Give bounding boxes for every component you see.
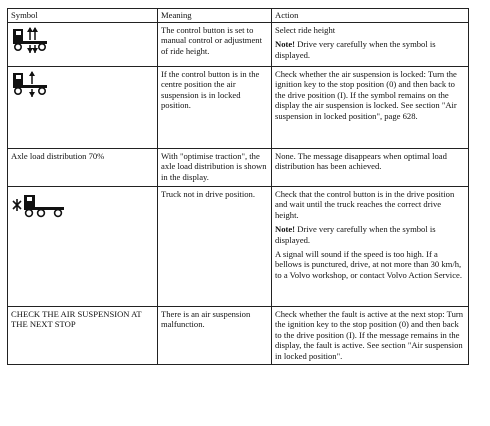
action-cell	[272, 67, 469, 149]
action-cell	[272, 23, 469, 67]
symbol-cell	[8, 187, 158, 307]
header-symbol: Symbol	[8, 9, 158, 23]
table-row	[8, 187, 469, 307]
action-note	[275, 39, 465, 60]
meaning-cell: With "optimise traction", the axle load distribution is shown in the display.	[158, 149, 272, 187]
meaning-cell: Truck not in drive position.	[158, 187, 272, 307]
table-header-row	[8, 9, 469, 23]
truck-ride-height-adjust-icon	[11, 26, 59, 54]
note-text: Drive very carefully when the symbol is displayed.	[275, 39, 436, 60]
action-text: None. The message disappears when optimal load distribution has been achieved.	[275, 151, 447, 172]
symbol-cell	[8, 67, 158, 149]
table-row	[8, 149, 469, 187]
table-row	[8, 67, 469, 149]
header-meaning: Meaning	[158, 9, 272, 23]
table-row	[8, 307, 469, 365]
action-cell	[272, 149, 469, 187]
truck-not-in-drive-position-icon	[11, 190, 71, 220]
action-cell	[272, 307, 469, 365]
symbol-cell	[8, 23, 158, 67]
suspension-symbols-table	[7, 8, 469, 365]
symbol-cell: Axle load distribution 70%	[8, 149, 158, 187]
action-cell	[272, 187, 469, 307]
header-action: Action	[272, 9, 469, 23]
meaning-cell: There is an air suspension malfunction.	[158, 307, 272, 365]
meaning-cell: If the control button is in the centre position the air suspension is in locked position.	[158, 67, 272, 149]
meaning-cell: The control button is set to manual control or adjustment of ride height.	[158, 23, 272, 67]
action-text: Check that the control button is in the drive position and wait until the truck reaches the correct drive height.	[275, 189, 455, 220]
note-text: Drive very carefully when the symbol is displayed.	[275, 224, 436, 245]
action-text: A signal will sound if the speed is too high. If a bellows is punctured, drive, at not more than 30 km/h, to a Volvo workshop, or contact Volvo Action Service.	[275, 249, 462, 280]
note-label: Note!	[275, 39, 296, 50]
truck-ride-height-locked-icon	[11, 70, 59, 98]
action-text: Check whether the air suspension is locked: Turn the ignition key to the stop position (0) and then back to the drive position (I). If the symbol remains on the display the air suspension is locked. See section "Air suspension in locked position", page 628.	[275, 69, 457, 121]
action-note	[275, 224, 465, 245]
action-text: Select ride height	[275, 25, 336, 35]
action-text: Check whether the fault is active at the next stop: Turn the ignition key to the stop position (0) and then back to the drive position (I). If the message remains in the display, the fault is active. See section "Air suspension in locked position".	[275, 309, 464, 361]
table-row	[8, 23, 469, 67]
symbol-cell: CHECK THE AIR SUSPENSION AT THE NEXT STOP	[8, 307, 158, 365]
note-label: Note!	[275, 224, 296, 235]
